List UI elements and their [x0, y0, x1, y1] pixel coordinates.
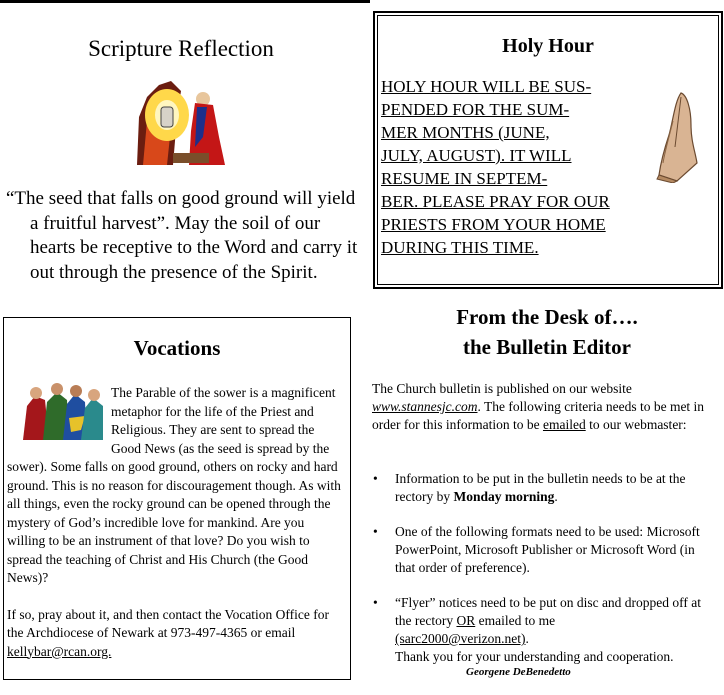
thanks-text: Thank you for your understanding and cooperation.	[395, 649, 674, 664]
holy-hour-line: PENDED FOR THE SUM-	[381, 100, 570, 119]
vocations-email-link[interactable]: kellybar@rcan.org.	[7, 643, 112, 659]
criteria-text: One of the following formats need to be used: Microsoft PowerPoint, Microsoft Publisher or Microsoft Word (in that order of preference).	[395, 524, 700, 575]
holy-hour-title: Holy Hour	[502, 35, 594, 57]
editor-signature: Georgene DeBenedetto	[466, 666, 571, 678]
vocations-box	[3, 317, 351, 680]
bulletin-editor-intro	[372, 380, 717, 434]
vocations-paragraph	[7, 384, 344, 588]
bulletin-editor-title-line2: the Bulletin Editor	[462, 335, 631, 359]
holy-hour-box	[373, 11, 723, 289]
scripture-quote	[6, 187, 366, 285]
criteria-item	[370, 470, 718, 506]
editor-email-link[interactable]: (sarc2000@verizon.net)	[395, 631, 526, 646]
scripture-reflection-title: Scripture Reflection	[88, 36, 274, 61]
holy-hour-line: HOLY HOUR WILL BE SUS-	[381, 77, 592, 96]
criteria-text: “Flyer” notices need to be put on disc and dropped off at the rectory	[395, 595, 702, 628]
criteria-text: .	[554, 489, 558, 504]
intro-text: The Church bulletin is published on our website	[372, 381, 632, 396]
criteria-item	[370, 523, 718, 577]
holy-hour-line: MER MONTHS (JUNE,	[381, 123, 550, 142]
criteria-item	[370, 594, 718, 666]
intro-text: . The following criteria needs to be met in order for this information to be	[372, 399, 705, 432]
holy-hour-notice	[381, 75, 696, 259]
holy-hour-line: DURING THIS TIME.	[381, 238, 539, 257]
deadline: Monday morning	[453, 489, 555, 504]
sower-figures-clipart	[19, 378, 105, 440]
holy-hour-line: JULY, AUGUST). IT WILL	[381, 146, 572, 165]
scripture-quote-text: “The seed that falls on good ground will yield a fruitful harvest”. May the soil of our hearts be receptive to the Word and carry it out through the presence of the Spirit.	[6, 188, 358, 283]
moses-burning-bush-clipart	[133, 77, 231, 167]
intro-text: to our webmaster:	[585, 417, 687, 432]
bulletin-criteria-list	[370, 470, 718, 683]
website-link[interactable]: www.stannesjc.com	[372, 399, 478, 414]
criteria-text: emailed to me	[475, 613, 556, 628]
vocations-body	[7, 384, 344, 679]
vocations-title: Vocations	[133, 336, 221, 360]
emailed-word: emailed	[542, 417, 586, 432]
vocations-contact	[7, 606, 344, 662]
holy-hour-line: RESUME IN SEPTEM-	[381, 169, 548, 188]
criteria-text: Information to be put in the bulletin needs to be at the rectory by	[395, 471, 686, 504]
vocations-contact-text: If so, pray about it, and then contact the Vocation Office for the Archdiocese of Newark at 973-497-4365 or email	[7, 606, 330, 640]
bulletin-editor-title	[370, 302, 724, 362]
holy-hour-line: PRIESTS FROM YOUR HOME	[381, 215, 606, 234]
vocations-paragraph-text: The Parable of the sower is a magnificent metaphor for the life of the Priest and Religious. They are sent to spread the Good News (as the seed is spread by the sower). Some falls on good ground, others on rocky and hard ground. This is no reason for discouragement though. As with all things, even the rocky ground can be opened through the mystery of God’s incredible love for mankind. Are you willing to be an instrument of that love? Do you wish to spread the teaching of Christ and His Church (the Good News)?	[7, 385, 341, 585]
top-rule	[0, 0, 370, 3]
holy-hour-line: BER. PLEASE PRAY FOR OUR	[381, 192, 610, 211]
criteria-text: .	[525, 631, 529, 646]
or-word: OR	[456, 613, 476, 628]
praying-hands-clipart	[651, 91, 701, 183]
bulletin-editor-title-line1: From the Desk of….	[456, 305, 638, 329]
